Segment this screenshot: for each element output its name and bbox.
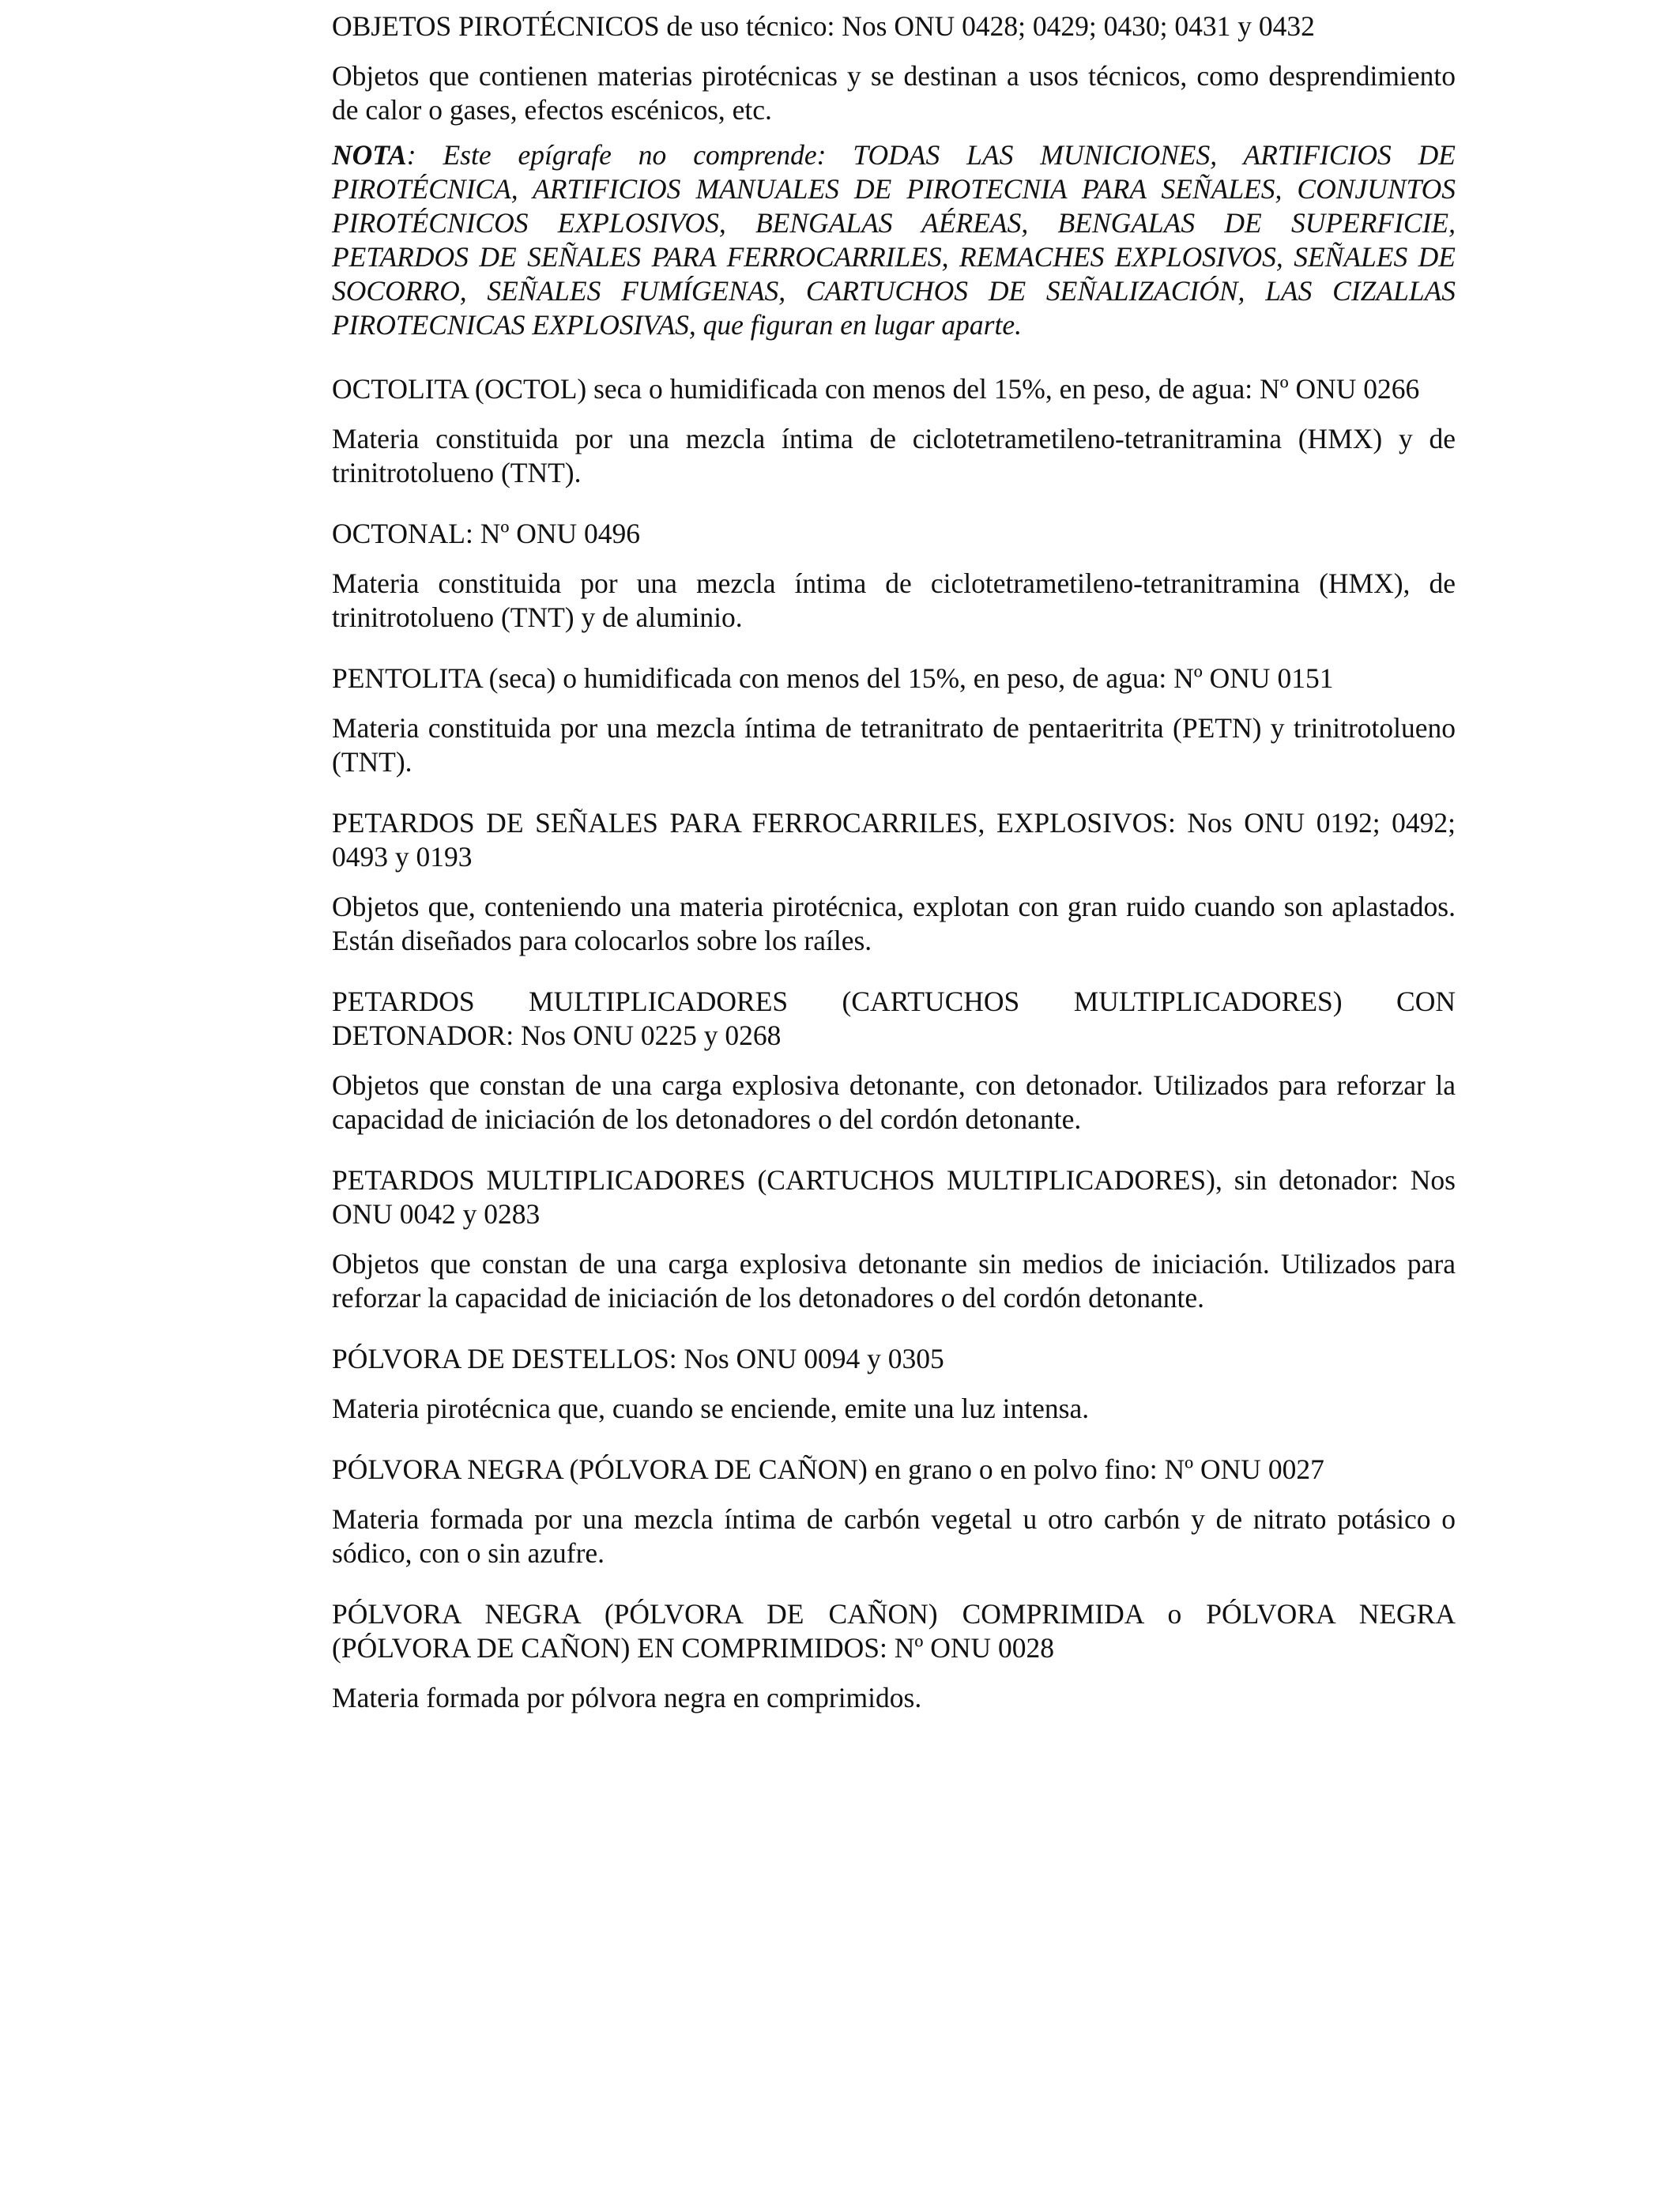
- entry-description: Objetos que contienen materias pirotécnicas y se destinan a usos técnicos, como desprendimiento de calor o gases, efectos escénicos, etc.: [332, 60, 1456, 126]
- entry-description: Materia constituida por una mezcla íntima de tetranitrato de pentaeritrita (PETN) y trinitrotolueno (TNT).: [332, 712, 1456, 778]
- entry-petardos-multiplicadores-sin-detonador: [332, 1163, 1456, 1315]
- entry-heading: PENTOLITA (seca) o humidificada con menos del 15%, en peso, de agua: Nº ONU 0151: [332, 662, 1334, 694]
- entry-octolita: [332, 372, 1456, 490]
- entry-heading: PÓLVORA NEGRA (PÓLVORA DE CAÑON) COMPRIMIDA o PÓLVORA NEGRA (PÓLVORA DE CAÑON) EN COMPRIMIDOS: Nº ONU 0028: [332, 1598, 1456, 1664]
- entry-description: Objetos que, conteniendo una materia pirotécnica, explotan con gran ruido cuando son aplastados. Están diseñados para colocarlos sobre los raíles.: [332, 891, 1456, 956]
- entry-pentolita: [332, 662, 1456, 779]
- nota-label: NOTA: [332, 139, 407, 171]
- entry-description: Materia formada por una mezcla íntima de carbón vegetal u otro carbón y de nitrato potásico o sódico, con o sin azufre.: [332, 1503, 1456, 1569]
- entry-description: Materia constituida por una mezcla íntima de ciclotetrametileno-tetranitramina (HMX), de trinitrotolueno (TNT) y de aluminio.: [332, 567, 1456, 633]
- entry-heading: PÓLVORA NEGRA (PÓLVORA DE CAÑON) en grano o en polvo fino: Nº ONU 0027: [332, 1453, 1324, 1485]
- document-page: [332, 9, 1456, 1742]
- entry-petardos-senales: [332, 806, 1456, 958]
- entry-octonal: [332, 517, 1456, 635]
- entry-description: Objetos que constan de una carga explosiva detonante, con detonador. Utilizados para reforzar la capacidad de iniciación de los detonadores o del cordón detonante.: [332, 1069, 1456, 1135]
- entry-heading: PÓLVORA DE DESTELLOS: Nos ONU 0094 y 0305: [332, 1343, 944, 1374]
- entry-description: Materia constituida por una mezcla íntima de ciclotetrametileno-tetranitramina (HMX) y de trinitrotolueno (TNT).: [332, 423, 1456, 488]
- entry-polvora-negra-comprimida: [332, 1597, 1456, 1715]
- entry-description: Objetos que constan de una carga explosiva detonante sin medios de iniciación. Utilizados para reforzar la capacidad de iniciación de los detonadores o del cordón detonante.: [332, 1248, 1456, 1314]
- entry-heading: OCTOLITA (OCTOL) seca o humidificada con menos del 15%, en peso, de agua: Nº ONU 0266: [332, 373, 1420, 405]
- entry-heading: PETARDOS DE SEÑALES PARA FERROCARRILES, EXPLOSIVOS: Nos ONU 0192; 0492; 0493 y 0193: [332, 807, 1456, 873]
- entry-objetos-pirotecnicos: [332, 9, 1456, 342]
- entry-petardos-multiplicadores-con-detonador: [332, 985, 1456, 1137]
- entry-heading: PETARDOS MULTIPLICADORES (CARTUCHOS MULTIPLICADORES), sin detonador: Nos ONU 0042 y 0283: [332, 1164, 1456, 1230]
- entry-description: Materia formada por pólvora negra en comprimidos.: [332, 1682, 922, 1713]
- entry-heading: PETARDOS MULTIPLICADORES (CARTUCHOS MULTIPLICADORES) CON DETONADOR: Nos ONU 0225 y 0268: [332, 986, 1456, 1051]
- entry-heading: OCTONAL: Nº ONU 0496: [332, 518, 640, 549]
- entry-polvora-destellos: [332, 1342, 1456, 1426]
- nota-paragraph: [332, 138, 1456, 342]
- entry-polvora-negra: [332, 1453, 1456, 1570]
- entry-description: Materia pirotécnica que, cuando se enciende, emite una luz intensa.: [332, 1393, 1090, 1424]
- nota-text: : Este epígrafe no comprende: TODAS LAS MUNICIONES, ARTIFICIOS DE PIROTÉCNICA, ARTIFICIOS MANUALES DE PIROTECNIA PARA SEÑALES, CONJUNTOS PIROTÉCNICOS EXPLOSIVOS, BENGALAS AÉREAS, BENGALAS DE SUPERFICIE, PETARDOS DE SEÑALES PARA FERROCARRILES, REMACHES EXPLOSIVOS, SEÑALES DE SOCORRO, SEÑALES FUMÍGENAS, CARTUCHOS DE SEÑALIZACIÓN, LAS CIZALLAS PIROTECNICAS EXPLOSIVAS, que figuran en lugar aparte.: [332, 139, 1456, 341]
- entry-heading: OBJETOS PIROTÉCNICOS de uso técnico: Nos ONU 0428; 0429; 0430; 0431 y 0432: [332, 10, 1315, 42]
